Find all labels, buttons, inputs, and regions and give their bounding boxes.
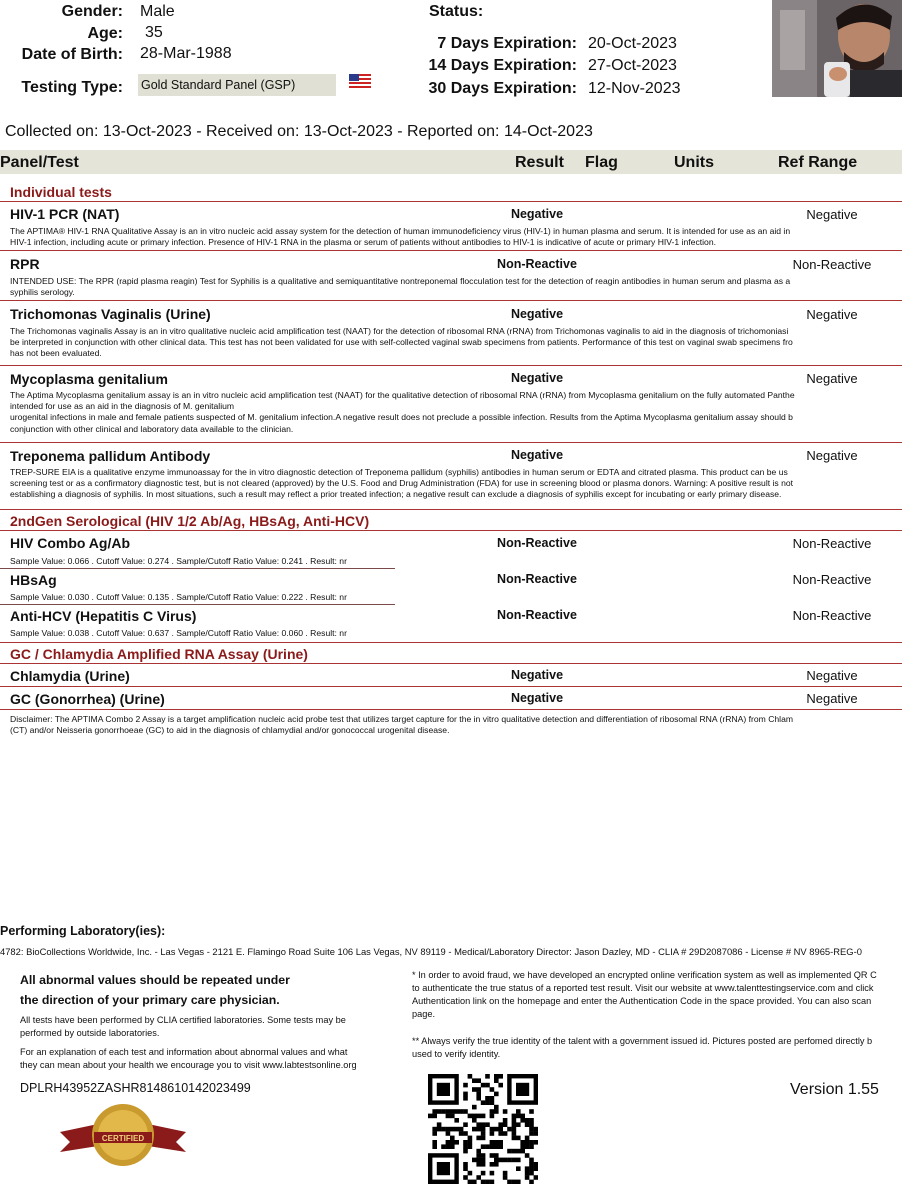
test-result: Non-Reactive bbox=[497, 572, 577, 586]
expiration-7-value: 20-Oct-2023 bbox=[588, 35, 677, 52]
version-label: Version 1.55 bbox=[790, 1081, 879, 1098]
row-rule bbox=[0, 442, 902, 443]
test-result: Negative bbox=[510, 207, 564, 221]
test-description: TREP-SURE EIA is a qualitative enzyme immunoassay for the in vitro diagnostic detection of Treponema pallidum (syphilis) antibodies in human serum or EDTA and citrated plasma. This product can be us screening test or as a confirmatory diagnostic test, but is not cleared (approved) by the U.S. Food and Drug Administration (FDA) for use in screening blood or plasma donors. Warning: A positive result is not establishing a diagnosis of syphilis. In most situations, such a result may reflect a prior treated infection; a negative result can exclude a diagnosis of syphilis except for incubating or early primary disease. bbox=[10, 467, 794, 500]
test-description: INTENDED USE: The RPR (rapid plasma reagin) Test for Syphilis is a qualitative and semiquantitative nontreponemal flocculation test for the detection of reagin antibodies in human serum and plasma as a syphilis serology. bbox=[10, 276, 791, 298]
gender-label: Gender: bbox=[61, 3, 123, 20]
test-ref-range: Non-Reactive bbox=[792, 572, 872, 587]
row-rule bbox=[0, 365, 902, 366]
test-description: Sample Value: 0.038 . Cutoff Value: 0.637 . Sample/Cutoff Ratio Value: 0.060 . Result: nr bbox=[10, 628, 347, 638]
test-result: Negative bbox=[510, 371, 564, 385]
test-result: Negative bbox=[510, 448, 564, 462]
lab-line: 4782: BioCollections Worldwide, Inc. - Las Vegas - 2121 E. Flamingo Road Suite 106 Las Vegas, NV 89119 - Medical/Laboratory Director: Jason Dazley, MD - CLIA # 29D2087086 - License # NV 8965-REG-0 bbox=[0, 946, 862, 957]
test-name: HBsAg bbox=[10, 572, 57, 588]
patient-photo bbox=[772, 0, 902, 97]
row-rule bbox=[0, 604, 395, 605]
test-name: HIV Combo Ag/Ab bbox=[10, 535, 131, 551]
test-name: Mycoplasma genitalium bbox=[10, 371, 168, 387]
test-result: Negative bbox=[510, 668, 564, 682]
test-ref-range: Non-Reactive bbox=[792, 257, 872, 272]
age-value: 35 bbox=[145, 24, 163, 41]
status-label: Status: bbox=[429, 3, 484, 20]
lab-heading: Performing Laboratory(ies): bbox=[0, 924, 166, 938]
test-name: Trichomonas Vaginalis (Urine) bbox=[10, 306, 211, 322]
section-gc-chlamydia: GC / Chlamydia Amplified RNA Assay (Urine) bbox=[10, 646, 308, 662]
test-ref-range: Negative bbox=[806, 371, 858, 386]
badge-text: CERTIFIED bbox=[101, 1134, 145, 1143]
expiration-14-value: 27-Oct-2023 bbox=[588, 57, 677, 74]
test-ref-range: Negative bbox=[806, 668, 858, 683]
test-ref-range: Negative bbox=[806, 691, 858, 706]
test-name: GC (Gonorrhea) (Urine) bbox=[10, 691, 165, 707]
col-units: Units bbox=[674, 154, 714, 171]
fraud-notice: * In order to avoid fraud, we have developed an encrypted online verification system as well as implemented QR C to authenticate the true status of a reported test result. Visit our website at www.talenttestingservice.com and click Authentication link on the homepage and enter the Authentication Code in the space provided. You can also scan page. bbox=[412, 970, 877, 1019]
identity-notice: ** Always verify the true identity of the talent with a government issued id. Pictures posted are perfomed directly b used to verify identity. bbox=[412, 1036, 873, 1059]
dates-line: Collected on: 13-Oct-2023 - Received on: 13-Oct-2023 - Reported on: 14-Oct-2023 bbox=[5, 123, 593, 140]
test-ref-range: Non-Reactive bbox=[792, 536, 872, 551]
test-name: Chlamydia (Urine) bbox=[10, 668, 130, 684]
col-ref-range: Ref Range bbox=[778, 154, 858, 171]
test-description: The Trichomonas vaginalis Assay is an in vitro qualitative nucleic acid amplification test (NAAT) for the detection of ribosomal RNA (rRNA) from Trichomonas vaginalis to aid in the diagnosis of trichomoniasi be interpreted in conjunction with other clinical data. This test has not been validated for use with self-collected vaginal swab specimens from patients. Performance of this test on vaginal swab specimens fro has not been evaluated. bbox=[10, 326, 793, 359]
expiration-7-label: 7 Days Expiration: bbox=[437, 35, 577, 52]
test-ref-range: Negative bbox=[806, 448, 858, 463]
test-name: HIV-1 PCR (NAT) bbox=[10, 206, 120, 222]
certified-badge bbox=[58, 1102, 188, 1168]
test-result: Negative bbox=[510, 307, 564, 321]
test-description: Sample Value: 0.066 . Cutoff Value: 0.274 . Sample/Cutoff Ratio Value: 0.241 . Result: nr bbox=[10, 556, 347, 566]
expiration-30-value: 12-Nov-2023 bbox=[588, 80, 681, 97]
expiration-30-label: 30 Days Expiration: bbox=[428, 80, 577, 97]
us-flag-icon bbox=[349, 74, 371, 88]
disclaimer: Disclaimer: The APTIMA Combo 2 Assay is a target amplification nucleic acid probe test that utilizes target capture for the in vitro qualitative detection and differentiation of ribosomal RNA (rRNA) from Chlam (CT) and/or Neisseria gonorrhoeae (GC) to aid in the diagnosis of chlamydial and/or gonococcal urogenital disease. bbox=[10, 714, 794, 736]
row-rule bbox=[0, 709, 902, 710]
test-result: Negative bbox=[510, 691, 564, 705]
results-table-header bbox=[0, 150, 902, 174]
section-rule bbox=[0, 201, 902, 202]
test-ref-range: Negative bbox=[806, 207, 858, 222]
section-individual-tests: Individual tests bbox=[10, 184, 112, 200]
section-rule bbox=[0, 509, 902, 510]
explanation-notice: For an explanation of each test and information about abnormal values and what they can mean about your health we encourage you to visit www.labtestsonline.org bbox=[20, 1047, 357, 1070]
authentication-code: DPLRH43952ZASHR8148610142023499 bbox=[20, 1081, 251, 1095]
test-result: Non-Reactive bbox=[497, 257, 577, 271]
section-serological: 2ndGen Serological (HIV 1/2 Ab/Ag, HBsAg, Anti-HCV) bbox=[10, 513, 370, 529]
clia-notice: All tests have been performed by CLIA certified laboratories. Some tests may be performed by outside laboratories. bbox=[20, 1015, 346, 1038]
test-result: Non-Reactive bbox=[497, 608, 577, 622]
col-panel-test: Panel/Test bbox=[0, 154, 79, 171]
abnormal-notice-2: the direction of your primary care physician. bbox=[20, 993, 280, 1007]
section-rule bbox=[0, 663, 902, 664]
test-description: The Aptima Mycoplasma genitalium assay is an in vitro nucleic acid amplification test (NAAT) for the qualitative detection of ribosomal RNA (rRNA) from Mycoplasma genitalium on the fully automated Panthe intended for use as an aid in the diagnosis of M. genitalium urogenital infections in male and female patients suspected of M. genitalium infection.A negative result does not preclude a possible infection. Results from the Aptima Mycoplasma genitalium assay should b conjunction with other clinical and laboratory data available to the clinician. bbox=[10, 390, 795, 434]
row-rule bbox=[0, 686, 902, 687]
test-description: The APTIMA® HIV-1 RNA Qualitative Assay is an in vitro nucleic acid assay system for the detection of human immunodeficiency virus (HIV-1) in human plasma and serum. It is intended for use as an aid in HIV-1 infection, including acute or primary infection. Presence of HIV-1 RNA in the plasma or serum of patients without antibodies to HIV-1 is indicative of acute or primary HIV-1 infection. bbox=[10, 226, 791, 248]
age-label: Age: bbox=[87, 25, 123, 42]
dob-value: 28-Mar-1988 bbox=[140, 45, 232, 62]
col-flag: Flag bbox=[585, 154, 618, 171]
testing-type-label: Testing Type: bbox=[21, 79, 123, 96]
gender-value: Male bbox=[140, 3, 175, 20]
row-rule bbox=[0, 300, 902, 301]
test-ref-range: Negative bbox=[806, 307, 858, 322]
expiration-14-label: 14 Days Expiration: bbox=[428, 57, 577, 74]
dob-label: Date of Birth: bbox=[21, 46, 123, 63]
test-ref-range: Non-Reactive bbox=[792, 608, 872, 623]
testing-type-value: Gold Standard Panel (GSP) bbox=[141, 78, 296, 92]
abnormal-notice-1: All abnormal values should be repeated under bbox=[20, 973, 290, 987]
section-rule bbox=[0, 530, 902, 531]
test-name: Treponema pallidum Antibody bbox=[10, 448, 211, 464]
test-description: Sample Value: 0.030 . Cutoff Value: 0.135 . Sample/Cutoff Ratio Value: 0.222 . Result: nr bbox=[10, 592, 347, 602]
row-rule bbox=[0, 568, 395, 569]
section-rule bbox=[0, 642, 902, 643]
row-rule bbox=[0, 250, 902, 251]
col-result: Result bbox=[515, 154, 564, 171]
qr-code bbox=[428, 1074, 538, 1184]
test-result: Non-Reactive bbox=[497, 536, 577, 550]
testing-type-box bbox=[138, 74, 336, 96]
test-name: RPR bbox=[10, 256, 40, 272]
test-name: Anti-HCV (Hepatitis C Virus) bbox=[10, 608, 197, 624]
